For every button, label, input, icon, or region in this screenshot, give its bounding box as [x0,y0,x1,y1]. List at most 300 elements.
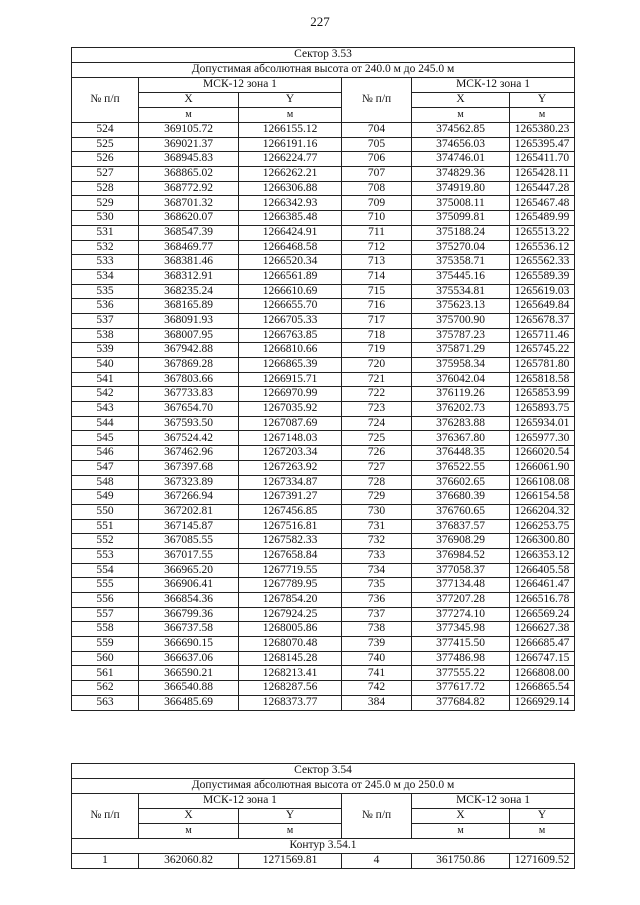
x-unit-right: м [412,108,510,123]
point-number-left: 535 [72,284,139,299]
point-number-right: 718 [342,328,412,343]
table-row [72,475,575,490]
y-value-left: 1266865.39 [239,358,342,373]
x-value-right: 377486.98 [412,651,510,666]
y-value-right: 1265745.22 [510,343,575,358]
x-value-right: 374746.01 [412,152,510,167]
height-range: Допустимая абсолютная высота от 240.0 м до 245.0 м [72,63,575,78]
table-row [72,225,575,240]
x-value-right: 374656.03 [412,137,510,152]
x-value-left: 367593.50 [139,416,239,431]
y-value-right: 1266569.24 [510,607,575,622]
table-row [72,504,575,519]
y-value-left: 1266810.66 [239,343,342,358]
y-value-left: 1267456.85 [239,504,342,519]
point-number-left: 525 [72,137,139,152]
y-value-left: 1266468.58 [239,240,342,255]
y-header-right: Y [510,809,575,824]
table-row [72,607,575,622]
x-value-right: 374919.80 [412,181,510,196]
x-value-left: 368620.07 [139,211,239,226]
y-value-right: 1266154.58 [510,490,575,505]
x-header-left: X [139,93,239,108]
point-number-right: 384 [342,695,412,710]
x-unit-left: м [139,824,239,839]
table-row [72,313,575,328]
num-header-left: № п/п [72,794,139,839]
y-value-right: 1265513.22 [510,225,575,240]
x-value-right: 377134.48 [412,578,510,593]
table-row [72,534,575,549]
point-number-right: 721 [342,372,412,387]
num-header-left: № п/п [72,78,139,123]
point-number-right: 734 [342,563,412,578]
table-row [72,387,575,402]
y-value-right: 1265536.12 [510,240,575,255]
y-value-right: 1266353.12 [510,548,575,563]
point-number-right: 732 [342,534,412,549]
point-number-left: 526 [72,152,139,167]
table-row [72,137,575,152]
table-row [72,563,575,578]
y-value-left: 1266655.70 [239,299,342,314]
x-value-left: 366799.36 [139,607,239,622]
x-value-right: 377058.37 [412,563,510,578]
point-number-right: 716 [342,299,412,314]
x-value-left: 369105.72 [139,123,239,138]
y-value-right: 1266461.47 [510,578,575,593]
x-value-right: 361750.86 [412,854,510,869]
sector-table-3-54 [71,763,575,869]
y-value-right: 1266108.08 [510,475,575,490]
y-value-left: 1266561.89 [239,269,342,284]
point-number-right: 713 [342,255,412,270]
table-row [72,490,575,505]
table-row [72,240,575,255]
point-number-right: 730 [342,504,412,519]
point-number-left: 558 [72,622,139,637]
y-value-left: 1267854.20 [239,593,342,608]
point-number-right: 733 [342,548,412,563]
point-number-left: 529 [72,196,139,211]
point-number-left: 524 [72,123,139,138]
point-number-left: 552 [72,534,139,549]
point-number-right: 714 [342,269,412,284]
height-range: Допустимая абсолютная высота от 245.0 м до 250.0 м [72,779,575,794]
point-number-right: 735 [342,578,412,593]
x-unit-right: м [412,824,510,839]
y-value-left: 1268005.86 [239,622,342,637]
coord-system-left: МСК-12 зона 1 [139,794,342,809]
y-value-right: 1265781.80 [510,358,575,373]
y-value-right: 1265678.37 [510,313,575,328]
y-value-right: 1265893.75 [510,402,575,417]
y-value-right: 1266685.47 [510,637,575,652]
point-number-right: 727 [342,460,412,475]
point-number-left: 560 [72,651,139,666]
y-value-right: 1265934.01 [510,416,575,431]
point-number-right: 709 [342,196,412,211]
point-number-left: 556 [72,593,139,608]
table-row [72,460,575,475]
x-value-left: 367733.83 [139,387,239,402]
sector-title: Сектор 3.53 [72,48,575,63]
x-value-left: 366590.21 [139,666,239,681]
y-value-right: 1266627.38 [510,622,575,637]
y-unit-left: м [239,824,342,839]
point-number-left: 559 [72,637,139,652]
x-value-right: 376448.35 [412,446,510,461]
table-row [72,446,575,461]
table-row [72,343,575,358]
y-value-right: 1265977.30 [510,431,575,446]
point-number-left: 541 [72,372,139,387]
x-value-left: 368547.39 [139,225,239,240]
x-value-left: 366906.41 [139,578,239,593]
x-value-right: 375787.23 [412,328,510,343]
table-row [72,666,575,681]
y-value-left: 1266385.48 [239,211,342,226]
x-value-right: 375445.16 [412,269,510,284]
x-value-left: 368469.77 [139,240,239,255]
y-value-right: 1266929.14 [510,695,575,710]
y-value-right: 1265447.28 [510,181,575,196]
y-value-right: 1265711.46 [510,328,575,343]
x-value-left: 362060.82 [139,854,239,869]
y-value-left: 1266915.71 [239,372,342,387]
point-number-left: 562 [72,681,139,696]
x-value-left: 367397.68 [139,460,239,475]
y-header-left: Y [239,93,342,108]
point-number-right: 710 [342,211,412,226]
y-value-right: 1266516.78 [510,593,575,608]
point-number-left: 533 [72,255,139,270]
x-value-right: 376119.26 [412,387,510,402]
point-number-right: 708 [342,181,412,196]
y-value-left: 1266306.88 [239,181,342,196]
table-row [72,152,575,167]
contour-title: Контур 3.54.1 [72,839,575,854]
y-value-left: 1267719.55 [239,563,342,578]
point-number-left: 557 [72,607,139,622]
table-row [72,593,575,608]
y-value-left: 1267391.27 [239,490,342,505]
y-value-left: 1266342.93 [239,196,342,211]
y-value-right: 1265395.47 [510,137,575,152]
x-value-left: 367524.42 [139,431,239,446]
point-number-left: 547 [72,460,139,475]
y-value-left: 1267035.92 [239,402,342,417]
x-value-right: 376984.52 [412,548,510,563]
table-row [72,548,575,563]
x-value-left: 367869.28 [139,358,239,373]
x-value-left: 367654.70 [139,402,239,417]
x-value-left: 366540.88 [139,681,239,696]
x-value-left: 367145.87 [139,519,239,534]
point-number-left: 546 [72,446,139,461]
y-value-right: 1265489.99 [510,211,575,226]
point-number-right: 742 [342,681,412,696]
table-row [72,196,575,211]
x-value-left: 367462.96 [139,446,239,461]
x-value-right: 375188.24 [412,225,510,240]
x-header-left: X [139,809,239,824]
table-row [72,651,575,666]
y-value-left: 1268145.28 [239,651,342,666]
x-value-left: 367017.55 [139,548,239,563]
y-value-left: 1266610.69 [239,284,342,299]
table-row [72,695,575,710]
point-number-right: 719 [342,343,412,358]
y-value-left: 1267087.69 [239,416,342,431]
point-number-left: 531 [72,225,139,240]
x-value-left: 366854.36 [139,593,239,608]
coord-system-right: МСК-12 зона 1 [412,78,575,93]
y-value-right: 1266808.00 [510,666,575,681]
point-number-right: 740 [342,651,412,666]
x-value-left: 368091.93 [139,313,239,328]
y-value-right: 1266865.54 [510,681,575,696]
y-value-right: 1265411.70 [510,152,575,167]
x-value-right: 377617.72 [412,681,510,696]
y-value-left: 1266705.33 [239,313,342,328]
sector-title: Сектор 3.54 [72,764,575,779]
table-row [72,416,575,431]
y-value-left: 1267516.81 [239,519,342,534]
num-header-right: № п/п [342,794,412,839]
y-value-right: 1265562.33 [510,255,575,270]
y-value-left: 1266262.21 [239,167,342,182]
x-value-right: 376760.65 [412,504,510,519]
point-number-right: 712 [342,240,412,255]
x-value-right: 377345.98 [412,622,510,637]
y-value-left: 1266763.85 [239,328,342,343]
point-number-left: 530 [72,211,139,226]
point-number-left: 545 [72,431,139,446]
x-value-right: 375958.34 [412,358,510,373]
y-header-right: Y [510,93,575,108]
point-number-right: 736 [342,593,412,608]
y-unit-right: м [510,108,575,123]
point-number-right: 723 [342,402,412,417]
x-value-right: 377555.22 [412,666,510,681]
y-value-right: 1266204.32 [510,504,575,519]
y-value-right: 1265818.58 [510,372,575,387]
x-value-left: 368007.95 [139,328,239,343]
table-row [72,854,575,869]
x-value-left: 367202.81 [139,504,239,519]
table-row [72,284,575,299]
table-row [72,269,575,284]
x-value-right: 375623.13 [412,299,510,314]
x-value-left: 366965.20 [139,563,239,578]
num-header-right: № п/п [342,78,412,123]
point-number-left: 536 [72,299,139,314]
x-value-right: 376367.80 [412,431,510,446]
y-value-right: 1265428.11 [510,167,575,182]
y-value-left: 1268373.77 [239,695,342,710]
y-value-right: 1266300.80 [510,534,575,549]
y-value-left: 1266224.77 [239,152,342,167]
y-value-right: 1266061.90 [510,460,575,475]
point-number-right: 706 [342,152,412,167]
point-number-right: 731 [342,519,412,534]
point-number-right: 739 [342,637,412,652]
x-value-left: 369021.37 [139,137,239,152]
x-value-left: 368945.83 [139,152,239,167]
point-number-right: 720 [342,358,412,373]
y-value-left: 1267924.25 [239,607,342,622]
y-value-left: 1266520.34 [239,255,342,270]
point-number-left: 532 [72,240,139,255]
y-value-right: 1265619.03 [510,284,575,299]
y-value-left: 1267203.34 [239,446,342,461]
y-value-right: 1266405.58 [510,563,575,578]
x-value-right: 376042.04 [412,372,510,387]
x-value-right: 377274.10 [412,607,510,622]
table-row [72,622,575,637]
y-unit-left: м [239,108,342,123]
point-number-left: 1 [72,854,139,869]
point-number-right: 715 [342,284,412,299]
x-value-right: 374562.85 [412,123,510,138]
point-number-right: 729 [342,490,412,505]
point-number-left: 542 [72,387,139,402]
table-row [72,578,575,593]
coord-system-right: МСК-12 зона 1 [412,794,575,809]
y-value-right: 1266747.15 [510,651,575,666]
x-value-right: 376202.73 [412,402,510,417]
point-number-right: 737 [342,607,412,622]
point-number-left: 551 [72,519,139,534]
point-number-right: 4 [342,854,412,869]
y-value-left: 1268287.56 [239,681,342,696]
point-number-left: 539 [72,343,139,358]
point-number-right: 725 [342,431,412,446]
point-number-right: 717 [342,313,412,328]
x-value-right: 376837.57 [412,519,510,534]
y-value-right: 1265467.48 [510,196,575,211]
y-value-left: 1267582.33 [239,534,342,549]
x-header-right: X [412,809,510,824]
x-value-left: 368235.24 [139,284,239,299]
point-number-left: 548 [72,475,139,490]
point-number-left: 528 [72,181,139,196]
point-number-right: 741 [342,666,412,681]
point-number-left: 537 [72,313,139,328]
x-value-right: 374829.36 [412,167,510,182]
x-value-left: 366485.69 [139,695,239,710]
y-value-left: 1271569.81 [239,854,342,869]
x-value-right: 375534.81 [412,284,510,299]
y-value-left: 1267789.95 [239,578,342,593]
point-number-right: 738 [342,622,412,637]
point-number-left: 538 [72,328,139,343]
x-value-left: 367942.88 [139,343,239,358]
table-row [72,372,575,387]
x-value-right: 375871.29 [412,343,510,358]
point-number-right: 722 [342,387,412,402]
point-number-right: 707 [342,167,412,182]
table-row [72,255,575,270]
y-value-left: 1266155.12 [239,123,342,138]
sector-table-3-53 [71,47,575,711]
x-value-right: 377415.50 [412,637,510,652]
x-value-right: 375270.04 [412,240,510,255]
y-value-left: 1266424.91 [239,225,342,240]
table-row [72,123,575,138]
point-number-left: 544 [72,416,139,431]
point-number-left: 534 [72,269,139,284]
x-value-right: 375700.90 [412,313,510,328]
y-value-right: 1266253.75 [510,519,575,534]
x-value-left: 368381.46 [139,255,239,270]
y-value-left: 1266191.16 [239,137,342,152]
y-value-right: 1271609.52 [510,854,575,869]
point-number-left: 553 [72,548,139,563]
y-unit-right: м [510,824,575,839]
point-number-left: 554 [72,563,139,578]
x-value-right: 376908.29 [412,534,510,549]
point-number-left: 555 [72,578,139,593]
x-value-right: 376283.88 [412,416,510,431]
y-value-left: 1268213.41 [239,666,342,681]
table-row [72,519,575,534]
y-value-left: 1267334.87 [239,475,342,490]
x-value-right: 375008.11 [412,196,510,211]
y-value-right: 1265649.84 [510,299,575,314]
point-number-left: 561 [72,666,139,681]
y-value-right: 1265589.39 [510,269,575,284]
table-row [72,681,575,696]
table-row [72,358,575,373]
x-value-left: 367085.55 [139,534,239,549]
x-value-left: 368701.32 [139,196,239,211]
y-value-left: 1267148.03 [239,431,342,446]
x-value-left: 368865.02 [139,167,239,182]
y-value-right: 1265380.23 [510,123,575,138]
x-value-left: 367803.66 [139,372,239,387]
y-header-left: Y [239,809,342,824]
point-number-left: 527 [72,167,139,182]
y-value-left: 1266970.99 [239,387,342,402]
point-number-left: 543 [72,402,139,417]
x-value-left: 366637.06 [139,651,239,666]
x-value-right: 375358.71 [412,255,510,270]
table-row [72,402,575,417]
x-value-left: 367323.89 [139,475,239,490]
point-number-right: 728 [342,475,412,490]
table-row [72,181,575,196]
x-value-left: 367266.94 [139,490,239,505]
x-value-left: 368772.92 [139,181,239,196]
x-value-left: 366690.15 [139,637,239,652]
point-number-right: 705 [342,137,412,152]
y-value-right: 1265853.99 [510,387,575,402]
page-number: 227 [310,14,330,29]
x-value-left: 368312.91 [139,269,239,284]
table-row [72,431,575,446]
point-number-right: 711 [342,225,412,240]
table-row [72,328,575,343]
x-header-right: X [412,93,510,108]
x-value-right: 376680.39 [412,490,510,505]
x-value-right: 376602.65 [412,475,510,490]
x-value-left: 366737.58 [139,622,239,637]
point-number-left: 550 [72,504,139,519]
x-value-right: 376522.55 [412,460,510,475]
y-value-left: 1267658.84 [239,548,342,563]
